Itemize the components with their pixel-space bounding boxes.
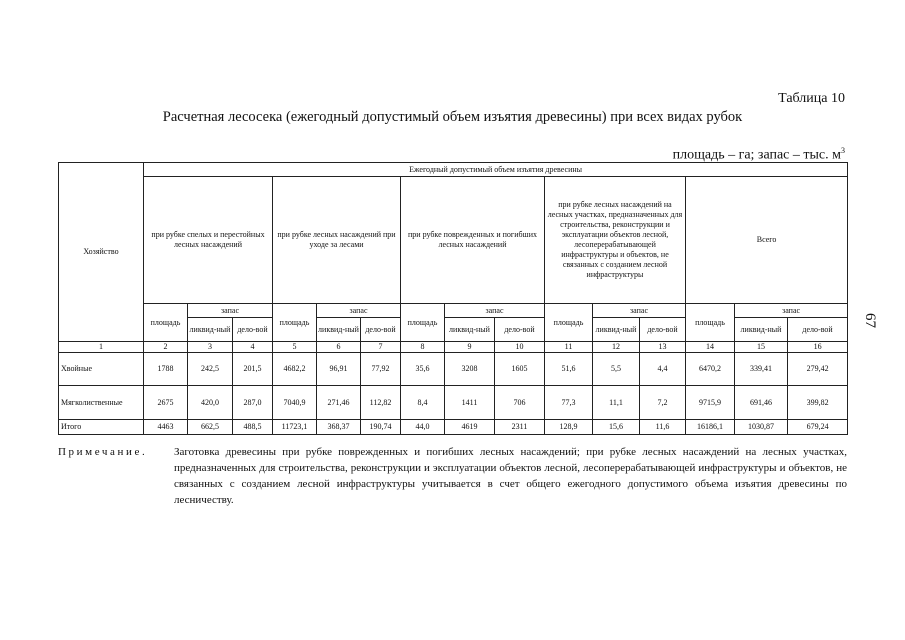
table-cell: 4,4 — [640, 353, 686, 386]
column-number: 12 — [593, 342, 640, 353]
group-damaged-cut: при рубке поврежденных и погибших лесных насаждений — [401, 177, 545, 304]
group-header: Ежегодный допустимый объем изъятия древесины — [144, 163, 848, 177]
area-header: площадь — [686, 304, 735, 342]
group-care-cut: при рубке лесных насаждений при уходе за лесами — [273, 177, 401, 304]
table-cell: 1788 — [144, 353, 188, 386]
table-row — [59, 353, 848, 386]
stock-header: запас — [593, 304, 686, 318]
table-cell: 190,74 — [361, 420, 401, 435]
group-infrastructure-cut: при рубке лесных насаждений на лесных участках, предназначенных для строительства, реконструкции и эксплуатации объектов лесной, лесоперерабатывающей инфраструктуры и объектов, не связанных с созданием лесной инфраструктуры — [545, 177, 686, 304]
business-header: дело-вой — [640, 318, 686, 342]
table-cell: 7040,9 — [273, 386, 317, 420]
table-cell: 16186,1 — [686, 420, 735, 435]
area-header: площадь — [273, 304, 317, 342]
business-header: дело-вой — [788, 318, 848, 342]
page-number: 67 — [862, 313, 878, 328]
header-row-3 — [59, 304, 848, 318]
table-cell: 77,3 — [545, 386, 593, 420]
note-label: Примечание. — [58, 446, 148, 458]
table-cell: 201,5 — [233, 353, 273, 386]
liquid-header: ликвид-ный — [735, 318, 788, 342]
row-name: Мягколиственные — [59, 386, 144, 420]
table-title: Расчетная лесосека (ежегодный допустимый объем изъятия древесины) при всех видах рубок — [162, 109, 743, 125]
column-number: 10 — [495, 342, 545, 353]
liquid-header: ликвид-ный — [445, 318, 495, 342]
table-cell: 399,82 — [788, 386, 848, 420]
business-header: дело-вой — [233, 318, 273, 342]
table-cell: 11,1 — [593, 386, 640, 420]
table-row — [59, 386, 848, 420]
table-cell: 96,91 — [317, 353, 361, 386]
table-cell: 287,0 — [233, 386, 273, 420]
table-cell: 420,0 — [188, 386, 233, 420]
stock-header: запас — [445, 304, 545, 318]
column-number: 13 — [640, 342, 686, 353]
units-text: площадь – га; запас – тыс. м — [672, 147, 841, 163]
note-text: Заготовка древесины при рубке поврежденных и погибших лесных насаждений; при рубке лесных насаждений на лесных участках, предназначенных для строительства, реконструкции и эксплуатации объектов лесной, лесоперерабатывающей инфраструктуры и объектов, не связанных с созданием лесной инфраструктуры учитывается в счет общего ежегодного допустимого объема изъятия древесины по лесничеству. — [174, 446, 847, 506]
header-row-1 — [59, 163, 848, 177]
table-cell: 488,5 — [233, 420, 273, 435]
table-cell: 7,2 — [640, 386, 686, 420]
group-mature-cut: при рубке спелых и перестойных лесных насаждений — [144, 177, 273, 304]
table-cell: 2311 — [495, 420, 545, 435]
business-header: дело-вой — [361, 318, 401, 342]
table-cell: 271,46 — [317, 386, 361, 420]
stock-header: запас — [188, 304, 273, 318]
table-cell: 11723,1 — [273, 420, 317, 435]
table-cell: 3208 — [445, 353, 495, 386]
column-number: 1 — [59, 342, 144, 353]
table-cell: 242,5 — [188, 353, 233, 386]
table-cell: 11,6 — [640, 420, 686, 435]
table-cell: 44,0 — [401, 420, 445, 435]
table-cell: 35,6 — [401, 353, 445, 386]
column-number-row — [59, 342, 848, 353]
table-cell: 662,5 — [188, 420, 233, 435]
table-cell: 679,24 — [788, 420, 848, 435]
table-cell: 279,42 — [788, 353, 848, 386]
table-cell: 128,9 — [545, 420, 593, 435]
table-cell: 15,6 — [593, 420, 640, 435]
table-cell: 4463 — [144, 420, 188, 435]
column-number: 7 — [361, 342, 401, 353]
units-superscript: 3 — [841, 146, 845, 155]
table-cell: 339,41 — [735, 353, 788, 386]
liquid-header: ликвид-ный — [317, 318, 361, 342]
liquid-header: ликвид-ный — [593, 318, 640, 342]
table-cell: 4619 — [445, 420, 495, 435]
table-cell: 112,82 — [361, 386, 401, 420]
row-name: Итого — [59, 420, 144, 435]
table-cell: 2675 — [144, 386, 188, 420]
column-number: 4 — [233, 342, 273, 353]
stock-header: запас — [317, 304, 401, 318]
units-caption — [673, 146, 845, 164]
area-header: площадь — [144, 304, 188, 342]
allowable-cut-table — [58, 162, 848, 435]
table-cell: 368,37 — [317, 420, 361, 435]
table-number: Таблица 10 — [778, 91, 845, 106]
table-note — [58, 444, 847, 508]
column-number: 3 — [188, 342, 233, 353]
table-cell: 5,5 — [593, 353, 640, 386]
table-cell: 1605 — [495, 353, 545, 386]
stock-header: запас — [735, 304, 848, 318]
area-header: площадь — [401, 304, 445, 342]
table-cell: 691,46 — [735, 386, 788, 420]
total-row — [59, 420, 848, 435]
header-row-2 — [59, 177, 848, 304]
table-cell: 6470,2 — [686, 353, 735, 386]
liquid-header: ликвид-ный — [188, 318, 233, 342]
table-cell: 706 — [495, 386, 545, 420]
column-number: 11 — [545, 342, 593, 353]
column-number: 9 — [445, 342, 495, 353]
farm-header: Хозяйство — [59, 163, 144, 342]
column-number: 16 — [788, 342, 848, 353]
column-number: 8 — [401, 342, 445, 353]
column-number: 14 — [686, 342, 735, 353]
table-cell: 77,92 — [361, 353, 401, 386]
column-number: 5 — [273, 342, 317, 353]
column-number: 15 — [735, 342, 788, 353]
group-total: Всего — [686, 177, 848, 304]
table-cell: 9715,9 — [686, 386, 735, 420]
column-number: 2 — [144, 342, 188, 353]
business-header: дело-вой — [495, 318, 545, 342]
table-cell: 51,6 — [545, 353, 593, 386]
table-cell: 1411 — [445, 386, 495, 420]
column-number: 6 — [317, 342, 361, 353]
table-cell: 8,4 — [401, 386, 445, 420]
table-cell: 4682,2 — [273, 353, 317, 386]
row-name: Хвойные — [59, 353, 144, 386]
area-header: площадь — [545, 304, 593, 342]
table-cell: 1030,87 — [735, 420, 788, 435]
